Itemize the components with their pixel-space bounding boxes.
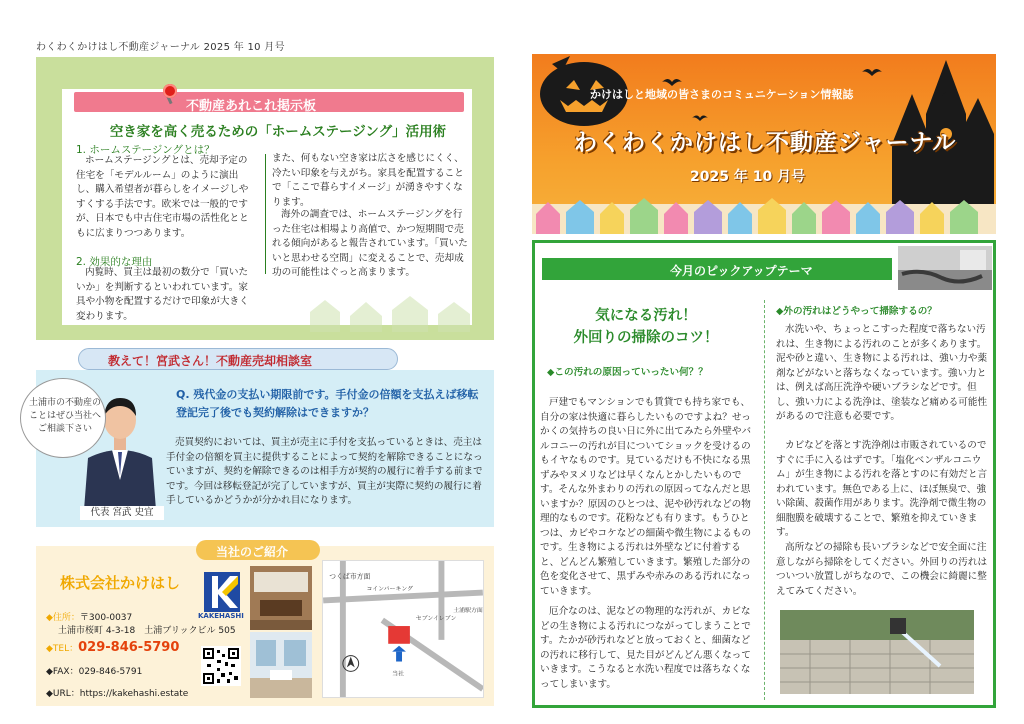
pickup-paragraph-1: 戸建でもマンションでも賃貸でも持ち家でも、自分の家は快適に暮らしたいものですよね？せっかくの気持ちの良い日に外に出てみたら外壁やバルコニーの汚れが目についてショックを受けるのもイヤなものです。見ているだけも不快になる黒ずみやヌメリなどは早くなんとかしたいものです。そんな外まわりの汚れの原因ってなんだと思いますか？原因のひとつは、泥や砂汚れなどの物理的なものです。花粉なども有ります。もうひとつは、カビやコケなどの細菌や微生物によるものです。生き物による汚れは外壁などに付着すると、どんどん繁殖していきます。繁殖した部分の色を変化させて、黒ずみや赤みのある汚れになっていきます。 xyxy=(540,397,752,597)
company-logo-icon xyxy=(204,572,240,612)
hero-title: わくわくかけはし不動産ジャーナル xyxy=(574,129,957,156)
company-fax: ◆FAX：029-846-5791 xyxy=(46,667,143,677)
pushpin-icon xyxy=(163,84,177,98)
pickup-paragraph-3: 水洗いや、ちょっとこすった程度で落ちない汚れは、生き物による汚れのことが多くあります。泥や砂と違い、生き物による汚れは、強い力や薬剤などがないと落ちなくなっています。強い力とは、例えば高圧洗浄や硬いブラシなどです。但し、強い力による洗浄は、塗装など痛める可能性があるので注意も必要です。 xyxy=(776,324,988,422)
address-label: ◆住所： xyxy=(46,613,80,623)
map-label-tsukuba: つくば市方面 xyxy=(329,572,371,581)
balcony-photo xyxy=(898,246,992,290)
houses-illustration xyxy=(300,292,490,332)
pickup-paragraph-4: カビなどを落とす洗浄剤は市販されているのですぐに手に入るはずです。「塩化ベンザルコニウム」が生き物による汚れを落とすのに有効だと言われています。無色である上に、ほぼ無臭で、強い除菌、殺菌作用があります。洗浄剤で微生物の細胞膜を破壊することで、繁殖を抑えていきます。 xyxy=(776,440,988,538)
pickup-title-line-1: 気になる汚れ！ xyxy=(595,308,697,324)
company-pill-label: 当社のご紹介 xyxy=(216,545,289,559)
consultation-question: Q. 残代金の支払い期限前です。手付金の倍額を支払えば移転登記完了後でも契約解除はできますか？ xyxy=(176,388,479,419)
bulletin-heading-1: 1. ホームステージングとは？ xyxy=(76,144,215,156)
bulletin-title: 空き家を高く売るための「ホームステージング」活用術 xyxy=(109,124,447,140)
pickup-heading-2: ◆外の汚れはどうやって掃除するの？ xyxy=(776,306,937,317)
map-label-seven: セブンイレブン xyxy=(415,616,457,623)
office-photo-1 xyxy=(250,566,312,630)
company-url[interactable]: ◆URL：https://kakehashi.estate xyxy=(46,689,189,699)
pressure-washing-photo xyxy=(780,610,974,694)
company-postal-code: 〒300-0037 xyxy=(79,613,133,623)
bulletin-paragraph-4: 海外の調査では、ホームステージングを行った住宅は相場より高値で、かつ短期間で売れる傾向があると報告されています。「買いたいと思わせる空間」に変えることで、売却成功の可能性はぐっと高まります。 xyxy=(272,209,468,278)
bulletin-paragraph-1: ホームステージングとは、売却予定の住宅を「モデルルーム」のように演出し、購入希望者が暮らしをイメージしやすくする手法です。欧米では一般的ですが、日本でも中古住宅市場の活性化とともに広まりつつあります。 xyxy=(76,155,249,239)
bulletin-paragraph-2: 内覧時、買主は最初の数分で「買いたいか」を判断するといわれています。家具や小物を配置するだけで印象が大きく変わります。 xyxy=(76,267,249,322)
speech-bubble-text: 土浦市の不動産のことはぜひ当社へご相談下さい xyxy=(28,398,101,434)
consultation-answer: 売買契約においては、買主が売主に手付を支払っているときは、売主は手付金の倍額を買主に提供することによって契約を解除できることになっていますが、契約を解除できるのは相手方が契約の履行に着手する前までです。今回は移転登記が完了していますが、買主が実際に契約の履行に着手しているかどうかが分かれ目になります。 xyxy=(166,437,483,506)
company-logo-text: KAKEHASHI xyxy=(198,612,244,620)
hero-subtitle: かけはしと地域の皆さまのコミュニケーション情報誌 xyxy=(590,88,854,101)
tel-label: ◆TEL： xyxy=(46,644,79,654)
qr-code-icon[interactable] xyxy=(201,646,241,686)
map-label-parking: コインパーキング xyxy=(366,586,414,593)
journal-header: わくわくかけはし不動産ジャーナル 2025 年 10 月号 xyxy=(36,42,285,53)
bulletin-heading-2: 2. 効果的な理由 xyxy=(76,256,153,268)
pickup-title-line-2: 外回りの掃除のコツ！ xyxy=(573,330,719,346)
company-name: 株式会社かけはし xyxy=(60,574,181,592)
access-map xyxy=(322,560,484,698)
map-label-office: 当社 xyxy=(392,671,404,678)
pickup-paragraph-2: 厄介なのは、泥などの物理的な汚れが、カビなどの生き物による汚れにつながってしまうことです。たかが砂汚れなどと放っておくと、細菌などの汚れに移行して、見た目がどんどん悪くなっていきます。こうなると水洗い程度では落ちなくなってしまいます。 xyxy=(540,606,751,690)
hero-issue-date: 2025 年 10 月号 xyxy=(690,169,806,185)
bulletin-ribbon-label: 不動産あれこれ掲示板 xyxy=(186,99,317,114)
consultation-pill-label: 教えて！宮武さん！不動産売却相談室 xyxy=(108,354,313,368)
representative-name: 代表 宮武 史宜 xyxy=(80,506,164,520)
company-tel-row xyxy=(46,640,179,655)
company-address-line-1 xyxy=(46,610,132,623)
bulletin-column-divider xyxy=(265,154,266,274)
pickup-heading-1: ◆この汚れの原因っていったい何？？ xyxy=(547,367,708,378)
company-tel[interactable]: 029-846-5790 xyxy=(78,640,180,655)
company-address-line-2: 土浦市桜町 4-3-18 土浦ブリックビル 505 xyxy=(58,626,236,636)
pickup-paragraph-5: 高所などの掃除も長いブラシなどで安全面に注意しながら掃除をしてください。外回りの汚れはついつい放置しがちなので、この機会に綺麗に整えてみてください。 xyxy=(776,542,988,597)
pickup-column-divider xyxy=(764,300,765,700)
office-photo-2 xyxy=(250,632,312,698)
map-label-station: 土浦駅方面 xyxy=(453,608,483,615)
pickup-ribbon-label: 今月のピックアップテーマ xyxy=(670,264,813,278)
bulletin-paragraph-3: また、何もない空き家は広さを感じにくく、冷たい印象を与えがち。家具を配置することで「ここで暮らすイメージ」が湧きやすくなります。 xyxy=(272,153,464,208)
